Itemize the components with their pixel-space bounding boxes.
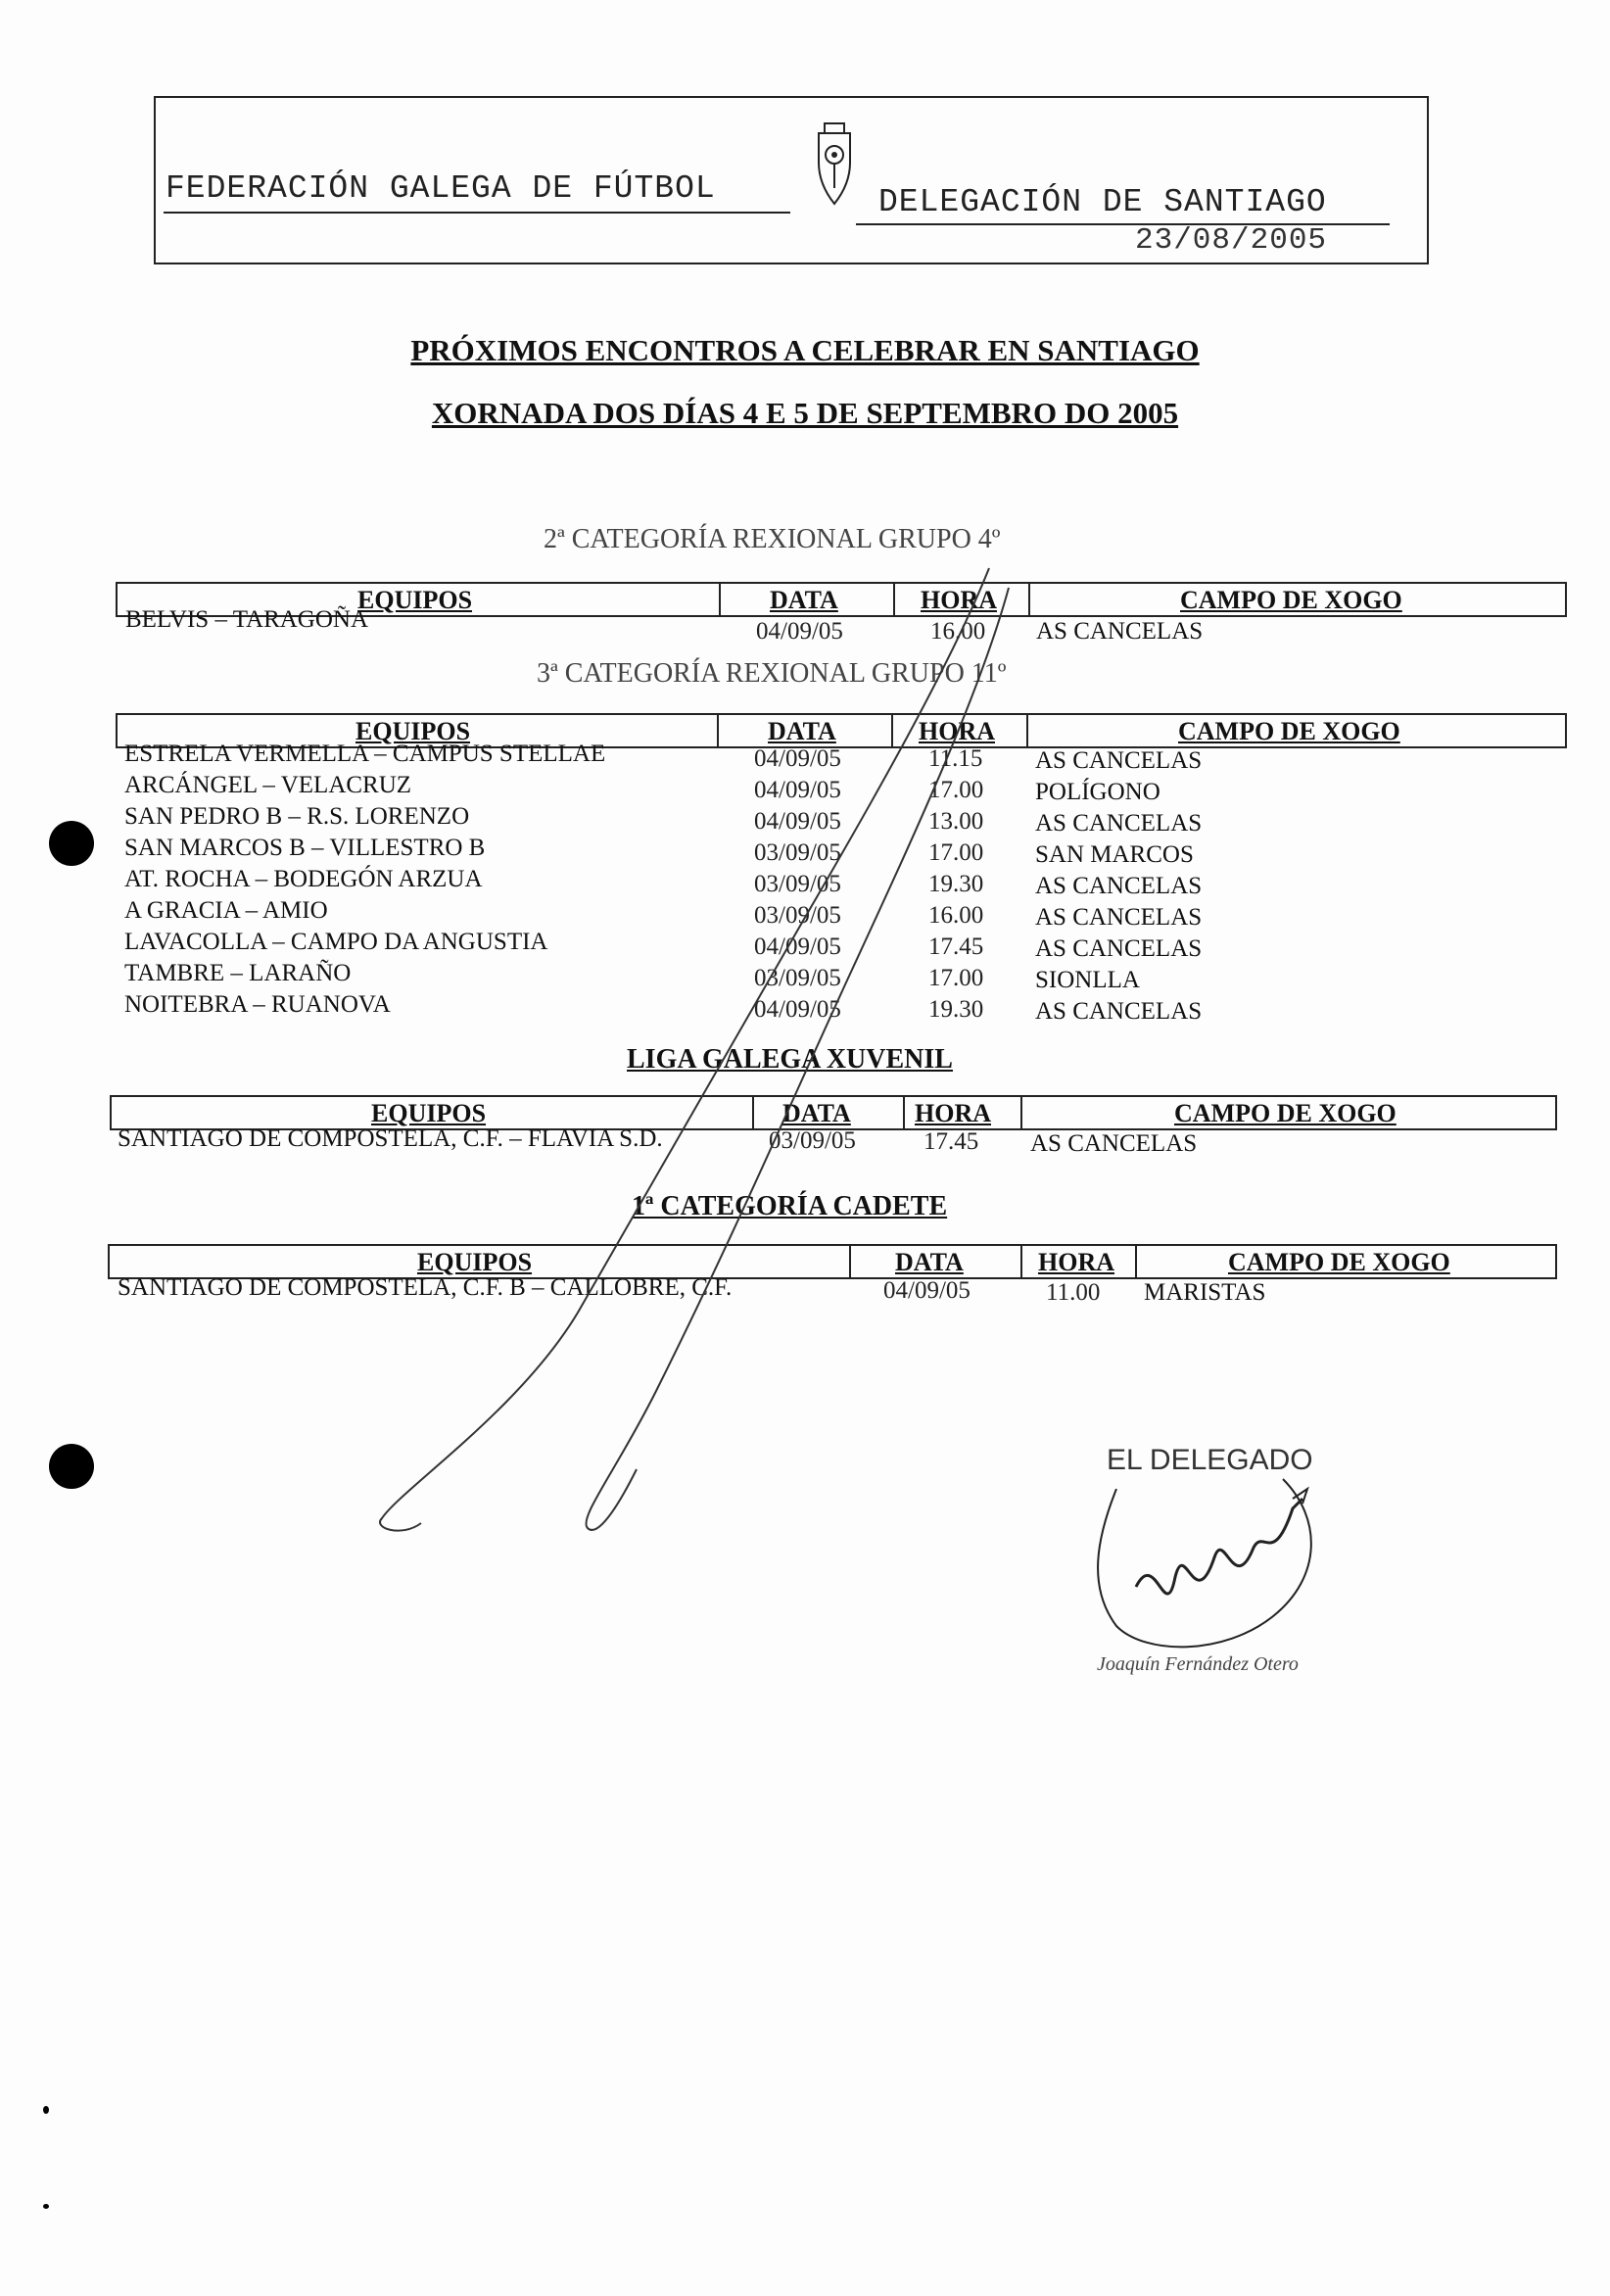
- letterhead-delegation: DELEGACIÓN DE SANTIAGO: [878, 184, 1327, 220]
- row-field: SAN MARCOS: [1035, 841, 1194, 868]
- row-teams: LAVACOLLA – CAMPO DA ANGUSTIA: [124, 929, 548, 955]
- row-field: POLÍGONO: [1035, 779, 1160, 805]
- row-teams: ESTRELA VERMELLA – CAMPUS STELLAE: [124, 741, 606, 767]
- header-date: DATA: [895, 1248, 964, 1276]
- row-teams: SANTIAGO DE COMPOSTELA, C.F. B – CALLOBRE, C.F.: [118, 1274, 733, 1301]
- delegate-signature-icon: [1058, 1430, 1351, 1685]
- header-date: DATA: [768, 717, 836, 745]
- federation-crest-icon: [815, 120, 854, 208]
- row-time: 16.00: [930, 618, 986, 645]
- row-date: 04/09/05: [883, 1277, 971, 1304]
- row-teams: SAN PEDRO B – R.S. LORENZO: [124, 803, 470, 830]
- row-time: 19.30: [928, 996, 984, 1023]
- row-field: MARISTAS: [1144, 1279, 1266, 1306]
- punch-hole: [49, 821, 94, 866]
- row-field: AS CANCELAS: [1035, 935, 1203, 962]
- row-time: 11.00: [1046, 1279, 1101, 1306]
- row-date: 03/09/05: [754, 902, 841, 929]
- row-teams: ARCÁNGEL – VELACRUZ: [124, 772, 412, 798]
- letterhead: [154, 96, 1429, 264]
- row-date: 04/09/05: [754, 933, 841, 960]
- speck: [43, 2106, 49, 2114]
- header-teams: EQUIPOS: [357, 586, 473, 614]
- row-date: 04/09/05: [754, 996, 841, 1023]
- row-field: AS CANCELAS: [1035, 810, 1203, 837]
- row-teams: AT. ROCHA – BODEGÓN ARZUA: [124, 866, 483, 892]
- row-teams: SANTIAGO DE COMPOSTELA, C.F. – FLAVIA S.D.: [118, 1125, 663, 1152]
- letterhead-rule-left: [164, 212, 790, 214]
- punch-hole: [49, 1444, 94, 1489]
- row-field: AS CANCELAS: [1035, 998, 1203, 1025]
- row-field: AS CANCELAS: [1035, 904, 1203, 931]
- letterhead-date: 23/08/2005: [1135, 223, 1328, 258]
- row-date: 03/09/05: [754, 965, 841, 991]
- section-title: LIGA GALEGA XUVENIL: [627, 1044, 953, 1075]
- row-teams: TAMBRE – LARAÑO: [124, 960, 352, 986]
- header-date: DATA: [770, 586, 838, 614]
- header-field: CAMPO DE XOGO: [1174, 1099, 1397, 1127]
- row-teams: A GRACIA – AMIO: [124, 897, 328, 924]
- svg-text:Joaquín Fernández Otero: Joaquín Fernández Otero: [1097, 1653, 1299, 1675]
- row-date: 04/09/05: [754, 745, 841, 772]
- row-date: 04/09/05: [754, 777, 841, 803]
- row-field: SIONLLA: [1035, 967, 1140, 993]
- header-time: HORA: [919, 717, 995, 745]
- row-field: AS CANCELAS: [1035, 747, 1203, 774]
- handwritten-stroke-icon: [362, 549, 1067, 1548]
- row-date: 04/09/05: [756, 618, 843, 645]
- section-title: 3ª CATEGORÍA REXIONAL GRUPO 11º: [537, 658, 1007, 689]
- row-field: AS CANCELAS: [1030, 1130, 1198, 1157]
- page-title: PRÓXIMOS ENCONTROS A CELEBRAR EN SANTIAGO: [410, 333, 1200, 367]
- row-time: 17.45: [928, 933, 984, 960]
- row-date: 03/09/05: [754, 839, 841, 866]
- row-date: 03/09/05: [769, 1127, 856, 1154]
- header-date: DATA: [782, 1099, 851, 1127]
- header-time: HORA: [921, 586, 997, 614]
- row-date: 03/09/05: [754, 871, 841, 897]
- svg-text:EL DELEGADO: EL DELEGADO: [1107, 1444, 1313, 1476]
- row-time: 17.00: [928, 839, 984, 866]
- header-field: CAMPO DE XOGO: [1180, 586, 1402, 614]
- row-field: AS CANCELAS: [1036, 618, 1204, 645]
- row-time: 19.30: [928, 871, 984, 897]
- row-time: 17.00: [928, 965, 984, 991]
- header-teams: EQUIPOS: [355, 717, 471, 745]
- header-field: CAMPO DE XOGO: [1178, 717, 1400, 745]
- header-time: HORA: [1038, 1248, 1114, 1276]
- row-time: 17.00: [928, 777, 984, 803]
- row-time: 13.00: [928, 808, 984, 835]
- row-date: 04/09/05: [754, 808, 841, 835]
- letterhead-federation: FEDERACIÓN GALEGA DE FÚTBOL: [166, 170, 716, 207]
- row-teams: NOITEBRA – RUANOVA: [124, 991, 391, 1018]
- header-teams: EQUIPOS: [417, 1248, 533, 1276]
- section-title: 1ª CATEGORÍA CADETE: [632, 1191, 948, 1221]
- row-time: 17.45: [923, 1128, 979, 1155]
- header-time: HORA: [915, 1099, 991, 1127]
- header-teams: EQUIPOS: [371, 1099, 487, 1127]
- row-time: 11.15: [928, 745, 983, 772]
- row-teams: SAN MARCOS B – VILLESTRO B: [124, 835, 486, 861]
- row-time: 16.00: [928, 902, 984, 929]
- speck: [43, 2204, 49, 2209]
- page-subtitle: XORNADA DOS DÍAS 4 E 5 DE SEPTEMBRO DO 2005: [431, 396, 1179, 430]
- row-field: AS CANCELAS: [1035, 873, 1203, 899]
- section-title: 2ª CATEGORÍA REXIONAL GRUPO 4º: [544, 524, 1001, 554]
- header-field: CAMPO DE XOGO: [1228, 1248, 1450, 1276]
- row-teams: BELVIS – TARAGOÑA: [125, 606, 369, 633]
